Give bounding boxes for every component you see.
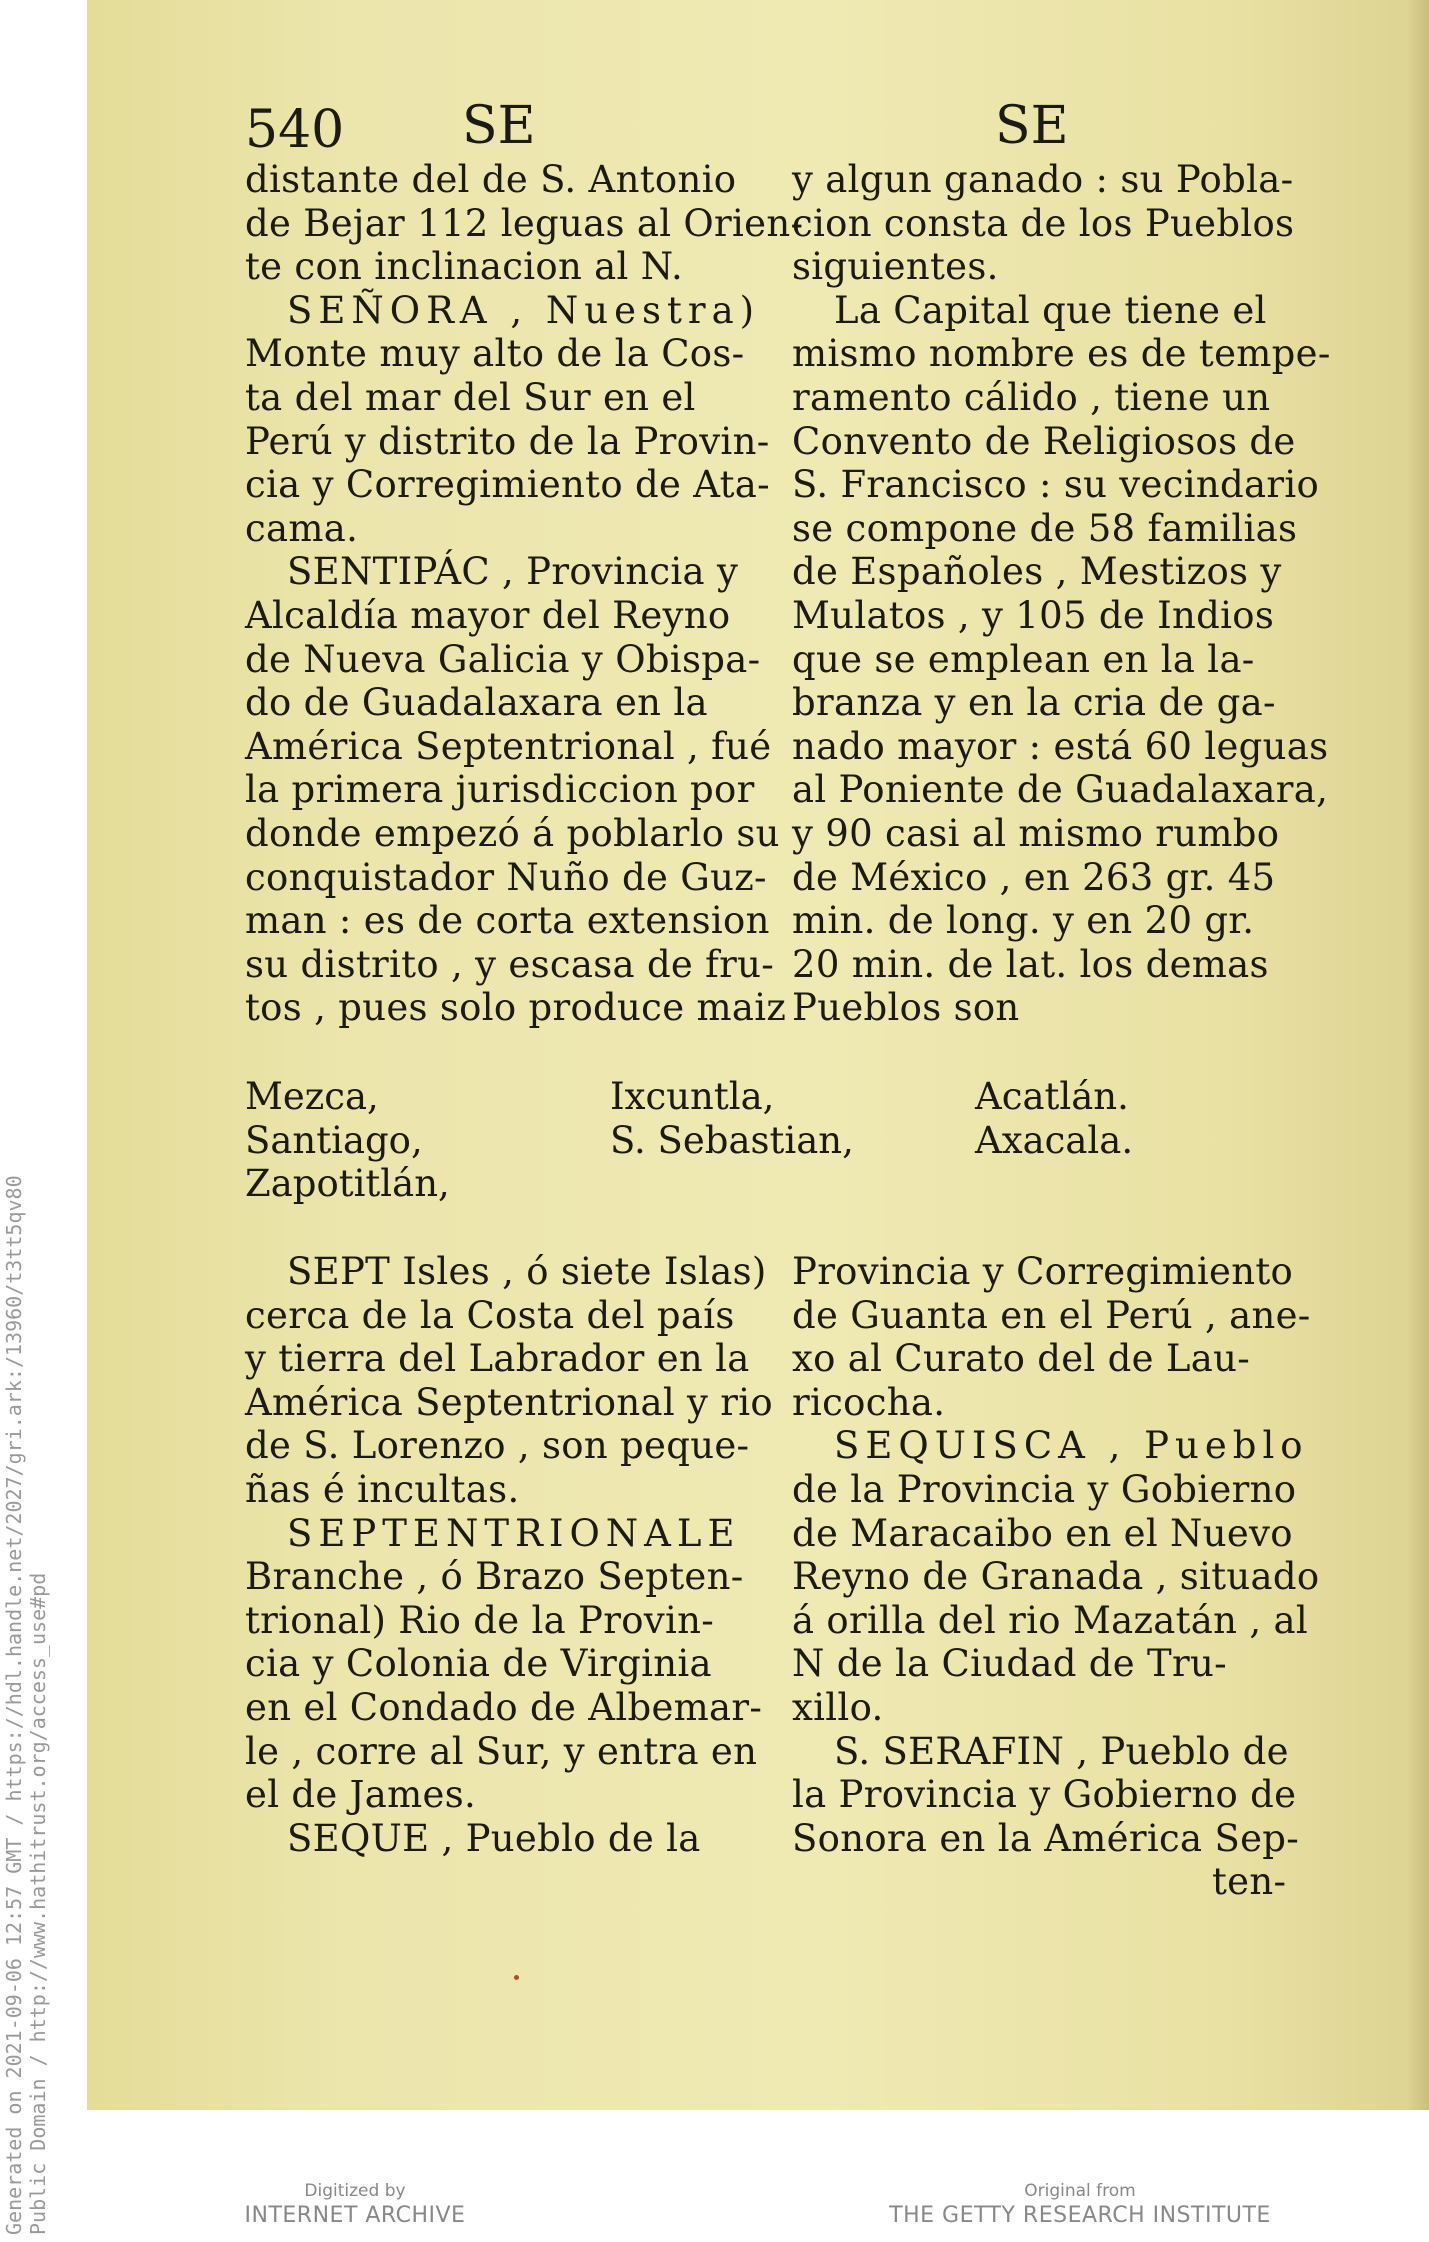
text-line: ñas é incultas.	[245, 1467, 520, 1511]
entry-heading: SENTIPÁC , Provincia y	[287, 550, 739, 594]
text-line: do de Guadalaxara en la	[245, 681, 708, 725]
digitized-by-label: Digitized by	[304, 2181, 406, 2201]
pueblo-name: Santiago,	[245, 1118, 423, 1162]
text-line: Monte muy alto de la Cos-	[245, 332, 745, 376]
text-line: al Poniente de Guadalaxara,	[792, 768, 1329, 812]
text-line: Perú y distrito de la Provin-	[245, 419, 770, 463]
text-line: te con inclinacion al N.	[245, 245, 684, 289]
running-head-right: SE	[995, 96, 1069, 156]
text-line: Reyno de Granada , situado	[792, 1555, 1320, 1599]
left-column-top	[245, 158, 804, 1030]
ink-speck	[514, 1975, 519, 1980]
getty-institute-label: THE GETTY RESEARCH INSTITUTE	[889, 2203, 1271, 2228]
footer-original-from	[860, 2180, 1300, 2230]
text-line: man : es de corta extension	[245, 899, 770, 943]
text-line: Mulatos , y 105 de Indios	[792, 593, 1275, 637]
text-line: de Guanta en el Perú , ane-	[792, 1293, 1311, 1337]
entry-heading: S. SERAFIN , Pueblo de	[834, 1729, 1289, 1773]
pueblo-name: Zapotitlán,	[245, 1162, 450, 1206]
text-line: y 90 casi al mismo rumbo	[792, 811, 1280, 855]
text-line: América Septentrional , fué	[245, 724, 772, 768]
text-line: de Españoles , Mestizos y	[792, 550, 1282, 594]
left-column-bottom	[245, 1250, 773, 1860]
text-line: cama.	[245, 506, 359, 550]
text-line: xillo.	[792, 1685, 884, 1729]
page-number: 540	[245, 100, 345, 160]
text-line: donde empezó á poblarlo su	[245, 811, 780, 855]
catchword: ten-	[1212, 1860, 1287, 1904]
text-line: La Capital que tiene el	[834, 288, 1267, 332]
text-line: á orilla del rio Mazatán , al	[792, 1598, 1308, 1642]
pueblos-list-col-2	[610, 1075, 854, 1162]
text-line: N de la Ciudad de Tru-	[792, 1642, 1227, 1686]
text-line: y algun ganado : su Pobla-	[792, 158, 1294, 201]
text-line: S. Francisco : su vecindario	[792, 463, 1320, 507]
pueblos-list-col-3	[975, 1075, 1133, 1162]
pueblo-name: Mezca,	[245, 1075, 379, 1118]
text-line: de Maracaibo en el Nuevo	[792, 1511, 1293, 1555]
text-line: cia y Corregimiento de Ata-	[245, 463, 770, 507]
text-line: Provincia y Corregimiento	[792, 1250, 1294, 1293]
internet-archive-label: INTERNET ARCHIVE	[244, 2203, 466, 2228]
original-from-label: Original from	[1024, 2181, 1136, 2201]
text-line: mismo nombre es de tempe-	[792, 332, 1331, 376]
footer-digitized-by	[200, 2180, 510, 2230]
text-line: de México , en 263 gr. 45	[792, 855, 1276, 899]
text-line: branza y en la cria de ga-	[792, 681, 1276, 725]
generated-notice: Generated on 2021-09-06 12:57 GMT / https://hdl.handle.net/2027/gri.ark:/13960/t3tt5qv80	[2, 1175, 26, 2235]
text-line: de la Provincia y Gobierno	[792, 1467, 1297, 1511]
text-line: xo al Curato del de Lau-	[792, 1337, 1251, 1381]
entry-heading: SEPT Isles , ó siete Islas)	[287, 1250, 767, 1293]
provenance-sidebar	[2, 1095, 62, 2235]
text-line: la primera jurisdiccion por	[245, 768, 755, 812]
pueblo-name: Ixcuntla,	[610, 1075, 775, 1118]
entry-heading: SEQUISCA , Pueblo	[834, 1424, 1309, 1468]
text-line: cerca de la Costa del país	[245, 1293, 735, 1337]
text-line: Alcaldía mayor del Reyno	[245, 593, 731, 637]
text-line: se compone de 58 familias	[792, 506, 1298, 550]
entry-heading: SEQUE , Pueblo de la	[287, 1816, 701, 1860]
text-line: nado mayor : está 60 leguas	[792, 724, 1329, 768]
text-line: tos , pues solo produce maiz	[245, 986, 787, 1030]
text-line: ta del mar del Sur en el	[245, 375, 696, 419]
pueblo-name: Axacala.	[975, 1118, 1134, 1162]
text-line: le , corre al Sur, y entra en	[245, 1729, 758, 1773]
text-line: ramento cálido , tiene un	[792, 375, 1271, 419]
text-line: Convento de Religiosos de	[792, 419, 1296, 463]
text-line: distante del de S. Antonio	[245, 158, 737, 201]
right-column-bottom	[792, 1250, 1320, 1904]
text-line: Pueblos son	[792, 986, 1020, 1030]
text-line: de S. Lorenzo , son peque-	[245, 1424, 750, 1468]
text-line: siguientes.	[792, 245, 999, 289]
page-edge-shadow	[1407, 0, 1429, 2110]
text-line: el de James.	[245, 1773, 477, 1817]
text-line: min. de long. y en 20 gr.	[792, 899, 1255, 943]
pueblos-list-col-1	[245, 1075, 450, 1206]
text-line: la Provincia y Gobierno de	[792, 1773, 1297, 1817]
right-column-top	[792, 158, 1331, 1030]
text-line: cia y Colonia de Virginia	[245, 1642, 712, 1686]
text-line: de Nueva Galicia y Obispa-	[245, 637, 761, 681]
entry-heading: SEPTENTRIONALE	[287, 1511, 741, 1555]
text-line: y tierra del Labrador en la	[245, 1337, 750, 1381]
text-line: en el Condado de Albemar-	[245, 1685, 763, 1729]
text-line: trional) Rio de la Provin-	[245, 1598, 715, 1642]
pueblo-name: Acatlán.	[975, 1075, 1129, 1118]
rights-notice: Public Domain / http://www.hathitrust.org/access_use#pd	[26, 1572, 50, 2235]
text-line: conquistador Nuño de Guz-	[245, 855, 767, 899]
text-line: que se emplean en la la-	[792, 637, 1255, 681]
text-line: Sonora en la América Sep-	[792, 1816, 1300, 1860]
text-line: cion consta de los Pueblos	[792, 201, 1295, 245]
text-line: América Septentrional y rio	[245, 1380, 773, 1424]
entry-heading: SEÑORA , Nuestra)	[287, 288, 761, 332]
pueblos-list	[245, 1075, 1285, 1215]
text-line: Branche , ó Brazo Septen-	[245, 1555, 744, 1599]
text-line: de Bejar 112 leguas al Orien-	[245, 201, 804, 245]
running-head-left: SE	[462, 96, 536, 156]
text-line: su distrito , y escasa de fru-	[245, 942, 775, 986]
text-line: 20 min. de lat. los demas	[792, 942, 1269, 986]
text-line: ricocha.	[792, 1380, 946, 1424]
pueblo-name: S. Sebastian,	[610, 1118, 854, 1162]
